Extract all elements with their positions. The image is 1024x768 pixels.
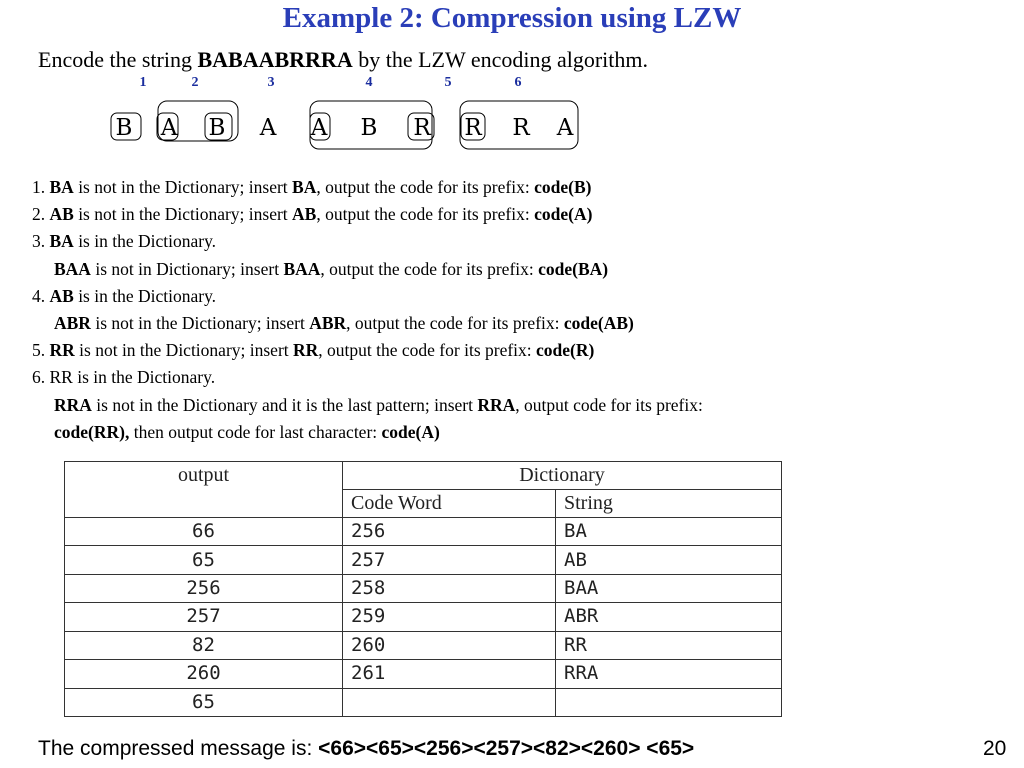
diagram-letter-6: B xyxy=(360,115,378,141)
step-pattern: BA xyxy=(49,177,74,197)
diagram-letter-5: A xyxy=(310,115,328,141)
step-code-final: code(A) xyxy=(381,421,440,442)
step-pattern: RRA xyxy=(54,394,92,415)
table-body xyxy=(65,518,782,717)
step-number-1: 1 xyxy=(139,75,147,90)
step-text: , output code for its prefix: xyxy=(515,394,703,415)
step-line-5 xyxy=(32,283,703,310)
code-word-header: Code Word xyxy=(343,490,556,518)
table-row xyxy=(65,574,782,602)
output-cell: 257 xyxy=(65,603,343,631)
output-cell: 256 xyxy=(65,574,343,602)
string-cell: BAA xyxy=(556,574,782,602)
step-pattern: ABR xyxy=(54,313,91,334)
step-num: 5. xyxy=(32,340,50,361)
step-num: 1. xyxy=(32,177,50,197)
string-header: String xyxy=(556,490,782,518)
diagram-letter-10: A xyxy=(556,115,574,141)
code-word-cell: 257 xyxy=(343,546,556,574)
lzw-parse-diagram xyxy=(100,70,600,158)
step-code: code(R) xyxy=(536,340,595,361)
step-pattern: BA xyxy=(49,231,74,252)
code-word-cell: 258 xyxy=(343,574,556,602)
output-header: output xyxy=(65,462,343,518)
string-cell: RRA xyxy=(556,660,782,688)
code-word-cell: 259 xyxy=(343,603,556,631)
step-text: then output code for last character: xyxy=(129,421,382,442)
table-row xyxy=(65,660,782,688)
step-text: is in the Dictionary. xyxy=(73,231,217,252)
step-code: code(B) xyxy=(534,177,592,197)
string-cell: RR xyxy=(556,631,782,659)
table-row xyxy=(65,546,782,574)
step-text: RR is in the Dictionary. xyxy=(49,367,216,388)
output-cell: 65 xyxy=(65,546,343,574)
step-line-10 xyxy=(32,419,703,446)
pattern-box-group xyxy=(111,101,578,149)
step-code: code(A) xyxy=(534,204,593,225)
step-text: is not in the Dictionary; insert xyxy=(90,313,310,334)
step-insert: ABR xyxy=(309,313,347,334)
step-text: is not in Dictionary; insert xyxy=(90,258,284,279)
step-pattern: RR xyxy=(49,340,75,361)
output-cell: 260 xyxy=(65,660,343,688)
step-text: is not in the Dictionary and it is the last pattern; insert xyxy=(91,394,478,415)
step-code: code(RR), xyxy=(54,421,130,442)
step-num: 3. xyxy=(32,231,50,252)
step-number-5: 5 xyxy=(444,75,452,90)
step-text: is in the Dictionary. xyxy=(73,285,217,306)
step-text: is not in the Dictionary; insert xyxy=(73,204,293,225)
step-pattern: AB xyxy=(49,204,74,225)
intro-prefix: Encode the string xyxy=(38,47,198,72)
output-cell: 82 xyxy=(65,631,343,659)
diagram-letter-4: A xyxy=(259,115,277,141)
step-line-8 xyxy=(32,364,703,391)
code-word-cell: 260 xyxy=(343,631,556,659)
step-line-3 xyxy=(32,228,703,255)
step-num: 4. xyxy=(32,285,50,306)
step-insert: BA xyxy=(292,177,317,197)
table-row xyxy=(65,631,782,659)
dictionary-header: Dictionary xyxy=(343,462,782,490)
step-line-2 xyxy=(32,201,703,228)
string-cell: AB xyxy=(556,546,782,574)
step-code: code(BA) xyxy=(538,258,609,279)
step-num: 2. xyxy=(32,204,50,225)
step-text: is not in the Dictionary; insert xyxy=(74,340,294,361)
step-number-row xyxy=(140,75,522,90)
output-cell: 65 xyxy=(65,688,343,716)
step-number-2: 2 xyxy=(191,75,199,90)
step-insert: RRA xyxy=(477,394,516,415)
code-word-cell: 256 xyxy=(343,518,556,546)
string-cell: ABR xyxy=(556,603,782,631)
table-row xyxy=(65,688,782,716)
table-row xyxy=(65,603,782,631)
string-cell: BA xyxy=(556,518,782,546)
diagram-letter-3: B xyxy=(208,115,226,141)
step-text: , output the code for its prefix: xyxy=(346,313,564,334)
diagram-letter-8: R xyxy=(464,115,482,141)
code-word-cell: 261 xyxy=(343,660,556,688)
step-pattern: AB xyxy=(49,285,74,306)
input-string: BABAABRRRA xyxy=(197,47,353,72)
diagram-letter-7: R xyxy=(413,115,431,141)
string-cell xyxy=(556,688,782,716)
diagram-letter-1: B xyxy=(115,115,133,141)
compressed-message xyxy=(38,737,694,761)
step-insert: RR xyxy=(293,340,319,361)
step-insert: AB xyxy=(292,204,317,225)
output-cell: 66 xyxy=(65,518,343,546)
code-word-cell xyxy=(343,688,556,716)
step-code: code(AB) xyxy=(563,313,634,334)
letter-row xyxy=(116,115,574,141)
step-num: 6. xyxy=(32,367,50,388)
slide-title: Example 2: Compression using LZW xyxy=(282,2,742,34)
step-text: , output the code for its prefix: xyxy=(316,177,535,197)
step-line-1 xyxy=(32,174,703,201)
lzw-dictionary-table xyxy=(64,461,782,717)
step-line-6 xyxy=(32,310,703,337)
step-line-4 xyxy=(32,256,703,283)
page-number: 20 xyxy=(983,737,1007,760)
step-insert: BAA xyxy=(283,258,321,279)
compressed-label: The compressed message is: xyxy=(38,737,319,760)
step-text: , output the code for its prefix: xyxy=(316,204,535,225)
steps-list xyxy=(32,174,703,446)
step-text: is not in the Dictionary; insert xyxy=(73,177,293,197)
table-row xyxy=(65,518,782,546)
step-line-7 xyxy=(32,337,703,364)
diagram-letter-2: A xyxy=(160,115,178,141)
step-number-6: 6 xyxy=(514,75,522,90)
diagram-letter-9: R xyxy=(512,115,530,141)
step-text: , output the code for its prefix: xyxy=(318,340,537,361)
table-header-row xyxy=(65,462,782,490)
compressed-codes: <66><65><256><257><82><260> <65> xyxy=(318,737,695,760)
step-pattern: BAA xyxy=(54,258,91,279)
step-text: , output the code for its prefix: xyxy=(320,258,539,279)
step-number-3: 3 xyxy=(267,75,275,90)
intro-suffix: by the LZW encoding algorithm. xyxy=(352,47,649,72)
step-number-4: 4 xyxy=(365,75,373,90)
step-line-9 xyxy=(32,392,703,419)
